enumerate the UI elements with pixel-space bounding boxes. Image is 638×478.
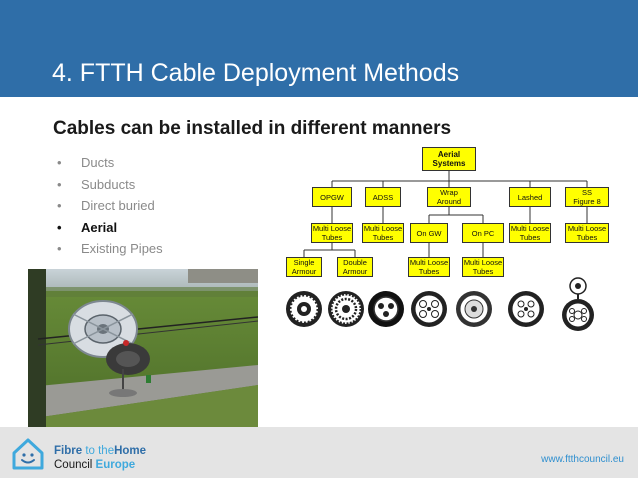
bullet-dot: • xyxy=(57,155,62,170)
title-bar xyxy=(0,0,638,97)
slide-subtitle: Cables can be installed in different manners xyxy=(53,118,452,139)
node-adss: ADSS xyxy=(365,187,401,207)
aerial-installation-photo xyxy=(28,269,258,427)
node-opgw-multi-loose-tubes: Multi Loose Tubes xyxy=(312,224,352,242)
ftth-council-logo[interactable] xyxy=(10,435,210,471)
bullet-item-direct-buried xyxy=(57,195,163,217)
node-on-gw: On GW xyxy=(410,223,448,243)
cable-cross-sections xyxy=(286,278,594,331)
logo-line-2: Council Europe xyxy=(54,459,136,471)
bullet-item-ducts xyxy=(57,152,163,174)
aerial-systems-diagram xyxy=(282,144,612,344)
slide-title: 4. FTTH Cable Deployment Methods xyxy=(52,59,460,87)
bullet-item-subducts xyxy=(57,174,163,196)
node-wrap-around: Wrap Around xyxy=(427,187,471,207)
node-aerial-systems: Aerial Systems xyxy=(422,147,476,171)
node-lashed-multi-loose-tubes: Multi Loose Tubes xyxy=(510,224,550,242)
footer-bar xyxy=(0,427,638,478)
photo-illustration xyxy=(28,269,258,427)
node-double-armour: Double Armour xyxy=(337,257,373,277)
bullet-item-existing-pipes xyxy=(57,238,163,260)
bullet-dot: • xyxy=(57,219,62,235)
bullet-item-aerial xyxy=(57,217,163,239)
bullet-dot: • xyxy=(57,198,62,213)
bullet-dot: • xyxy=(57,241,62,256)
node-ss-figure-8: SS Figure 8 xyxy=(565,187,609,207)
bullet-label: Aerial xyxy=(81,219,118,235)
bullet-label: Subducts xyxy=(81,176,136,192)
bullet-label: Direct buried xyxy=(81,198,155,213)
bullet-dot: • xyxy=(57,176,62,192)
bullet-label: Existing Pipes xyxy=(81,241,163,256)
house-icon xyxy=(10,435,46,471)
logo-line-1: Fibre to theHome xyxy=(54,445,147,457)
node-lashed: Lashed xyxy=(509,187,551,207)
node-on-pc: On PC xyxy=(462,223,504,243)
bullet-list xyxy=(57,152,163,260)
node-single-armour: Single Armour xyxy=(286,257,322,277)
node-opgw: OPGW xyxy=(312,187,352,207)
node-on-pc-multi-loose-tubes: Multi Loose Tubes xyxy=(463,258,503,276)
bullet-label: Ducts xyxy=(81,155,115,170)
node-on-gw-multi-loose-tubes: Multi Loose Tubes xyxy=(409,258,449,276)
node-ss-multi-loose-tubes: Multi Loose Tubes xyxy=(565,223,609,243)
website-link[interactable]: www.ftthcouncil.eu xyxy=(541,454,624,465)
node-adss-multi-loose-tubes: Multi Loose Tubes xyxy=(363,224,403,242)
diagram-connector-lines xyxy=(282,144,612,344)
